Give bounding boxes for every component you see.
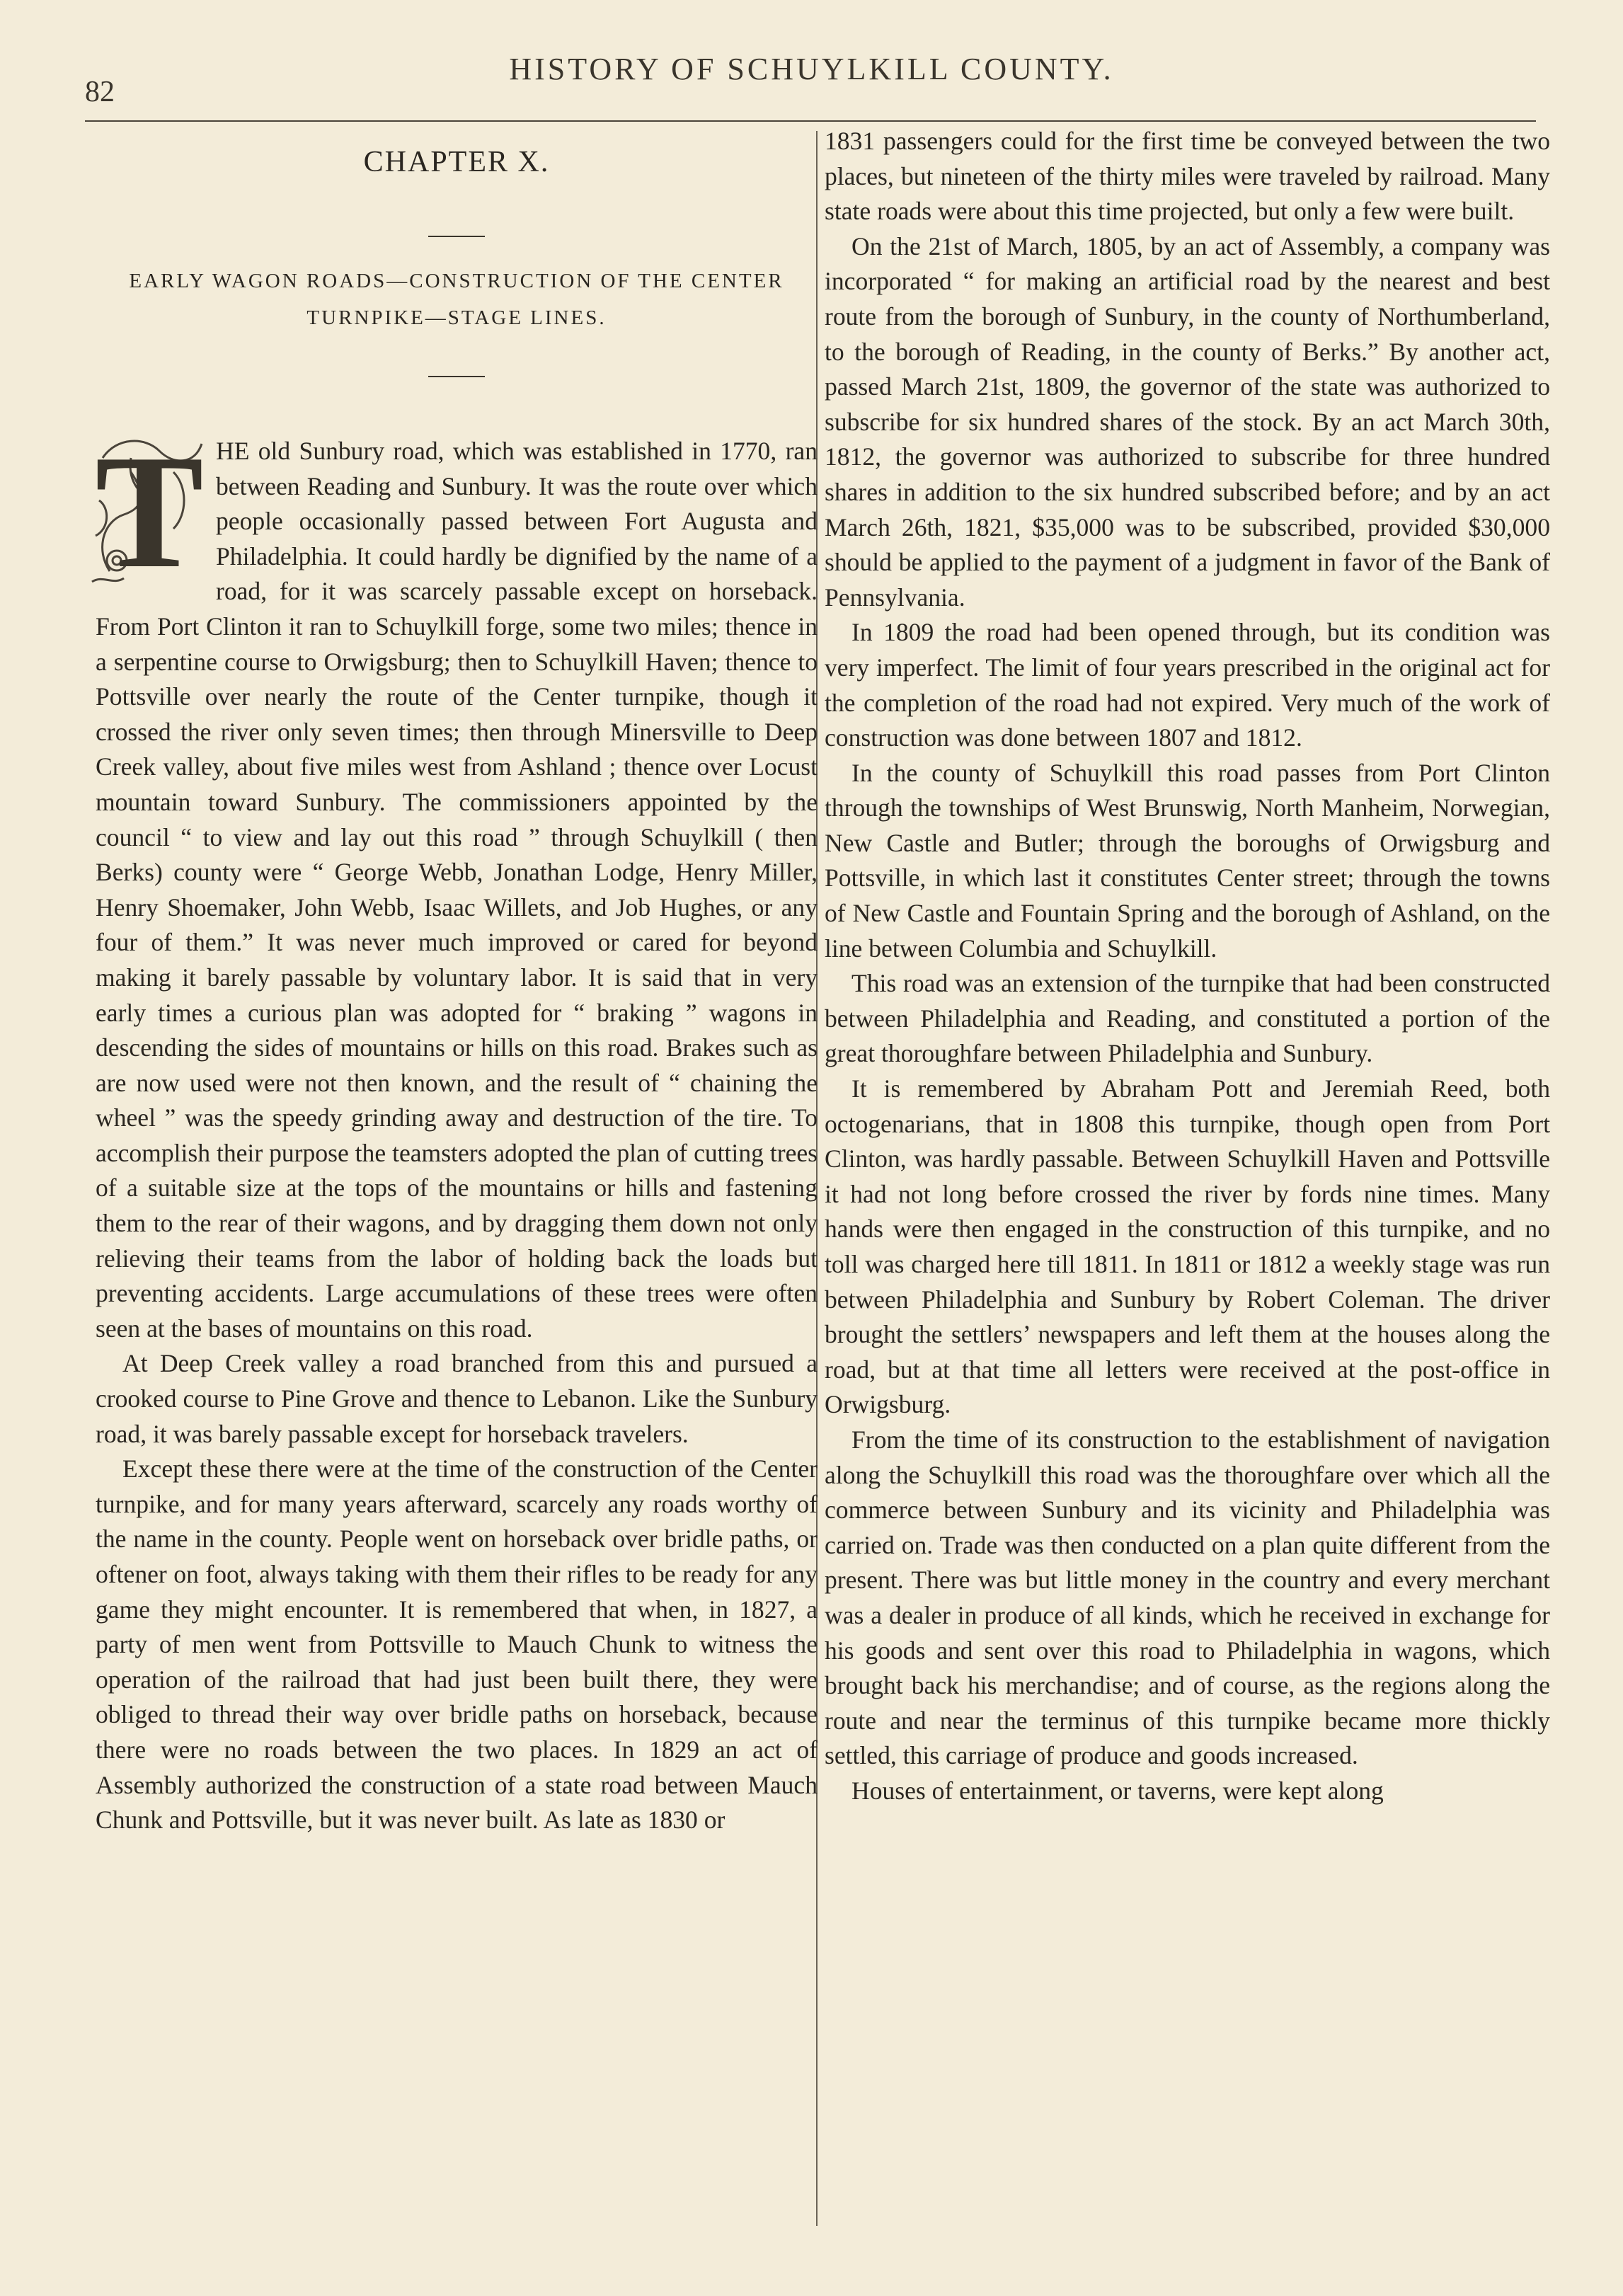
header-rule	[85, 120, 1536, 122]
paragraph: HE old Sunbury road, which was established in 1770, ran between Reading and Sunbury. It was the route over which people occasionally passed between Fort Augusta and Philadelphia. It could hardly be dignified by the name of a road, for it was scarcely passable except on horseback. From Port Clinton it ran to Schuylkill forge, some two miles; thence in a serpentine course to Orwigsburg; then to Schuylkill Haven; thence to Pottsville over nearly the route of the Center turnpike, though it crossed the river only seven times; then through Minersville to Deep Creek valley, about five miles west from Ashland ; thence over Locust mountain toward Sunbury. The commissioners appointed by the council “ to view and lay out this road ” through Schuylkill ( then Berks) county were “ George Webb, Jonathan Lodge, Henry Miller, Henry Shoemaker, John Webb, Isaac Willets, and Job Hughes, or any four of them.” It was never much improved or cared for beyond making it barely passable by voluntary labor. It is said that in very early times a curious plan was adopted for “ braking ” wagons in descending the sides of mountains or hills on this road. Brakes such as are now used were not then known, and the result of “ chaining the wheel ” was the speedy grinding away and destruction of the tire. To accomplish their purpose the teamsters adopted the plan of cutting trees of a suitable size at the tops of the mountains or hills and fastening them to the rear of their wagons, and by dragging them down not only relieving their teams from the labor of holding back the loads but preventing accidents. Large accumulations of these trees were often seen at the bases of mountains on this road.	[96, 437, 818, 1343]
ornamental-drop-cap	[95, 421, 204, 602]
synopsis-line: EARLY WAGON ROADS—CONSTRUCTION OF THE CENTER	[129, 270, 784, 292]
right-column	[825, 124, 1550, 1809]
chapter-synopsis	[96, 263, 818, 336]
chapter-title: CHAPTER X.	[363, 146, 550, 178]
paragraph: At Deep Creek valley a road branched from this and pursued a crooked course to Pine Grove and thence to Lebanon. Like the Sunbury road, it was barely passable except for horseback travelers.	[96, 1349, 818, 1448]
paragraph: On the 21st of March, 1805, by an act of Assembly, a company was incorporated “ for making an artificial road by the nearest and best route from the borough of Sunbury, in the county of Northumberland, to the borough of Reading, in the county of Berks.” By another act, passed March 21st, 1809, the governor of the state was authorized to subscribe for six hundred shares of the stock. By an act March 30th, 1812, the governor was authorized to subscribe for three hundred shares in addition to the six hundred subscribed before; and by an act March 26th, 1821, $35,000 was to be subscribed, provided $30,000 should be applied to the payment of a judgment in favor of the Bank of Pennsylvania.	[825, 231, 1550, 612]
paragraph: This road was an extension of the turnpike that had been constructed between Philadelphia and Reading, and constituted a portion of the great thoroughfare between Philadelphia and Sunbury.	[825, 969, 1550, 1068]
paragraph: It is remembered by Abraham Pott and Jeremiah Reed, both octogenarians, that in 1808 this turnpike, though open from Port Clinton, was hardly passable. Between Schuylkill Haven and Pottsville it had not long before crossed the river by fords nine times. Many hands were then engaged in the construction of this turnpike, and no toll was charged here till 1811. In 1811 or 1812 a weekly stage was run between Philadelphia and Sunbury by Robert Coleman. The driver brought the settlers’ newspapers and left them at the houses along the road, but at that time all letters were received at the post-office in Orwigsburg.	[825, 1074, 1550, 1419]
page-number: 82	[85, 76, 115, 108]
paragraph: 1831 passengers could for the first time be conveyed between the two places, but nineteen of the thirty miles were traveled by railroad. Many state roads were about this time projected, but only a few were built.	[825, 127, 1550, 226]
paragraph: In the county of Schuylkill this road passes from Port Clinton through the townships of West Brunswig, North Manheim, Norwegian, New Castle and Butler; through the boroughs of Orwigsburg and Pottsville, in which last it constitutes Center street; through the towns of New Castle and Fountain Spring and the borough of Ashland, on the line between Columbia and Schuylkill.	[825, 758, 1550, 963]
synopsis-line: TURNPIKE—STAGE LINES.	[306, 306, 607, 329]
opening-paragraph-block	[95, 421, 818, 1346]
running-title: HISTORY OF SCHUYLKILL COUNTY.	[509, 52, 1114, 86]
synopsis-divider	[428, 376, 485, 377]
left-column	[96, 124, 818, 1838]
title-divider	[428, 236, 485, 237]
paragraph: Houses of entertainment, or taverns, were kept along	[851, 1776, 1384, 1805]
paragraph: In 1809 the road had been opened through, but its condition was very imperfect. The limit of four years prescribed in the original act for the completion of the road had not expired. Very much of the work of construction was done between 1807 and 1812.	[825, 618, 1550, 752]
paragraph: From the time of its construction to the establishment of navigation along the Schuylkill this road was the thoroughfare over which all the commerce between Sunbury and its vicinity and Philadelphia was carried on. Trade was then conducted on a plan quite different from the present. There was but little money in the country and every merchant was a dealer in produce of all kinds, which he received in exchange for his goods and sent over this road to Philadelphia in wagons, which brought back his merchandise; and of course, as the regions along the route and near the terminus of this turnpike became more thickly settled, this carriage of produce and goods increased.	[825, 1425, 1550, 1770]
drop-cap-letter: T	[95, 421, 204, 602]
paragraph: Except these there were at the time of the construction of the Center turnpike, and for many years afterward, scarcely any roads worthy of the name in the county. People went on horseback over bridle paths, or oftener on foot, always taking with them their rifles to be ready for any game they might encounter. It is remembered that when, in 1827, a party of men went from Pottsville to Mauch Chunk to witness the operation of the railroad that had just been built there, they were obliged to thread their way over bridle paths on horseback, because there were no roads between the two places. In 1829 an act of Assembly authorized the construction of a state road between Mauch Chunk and Pottsville, but it was never built. As late as 1830 or	[96, 1454, 818, 1835]
